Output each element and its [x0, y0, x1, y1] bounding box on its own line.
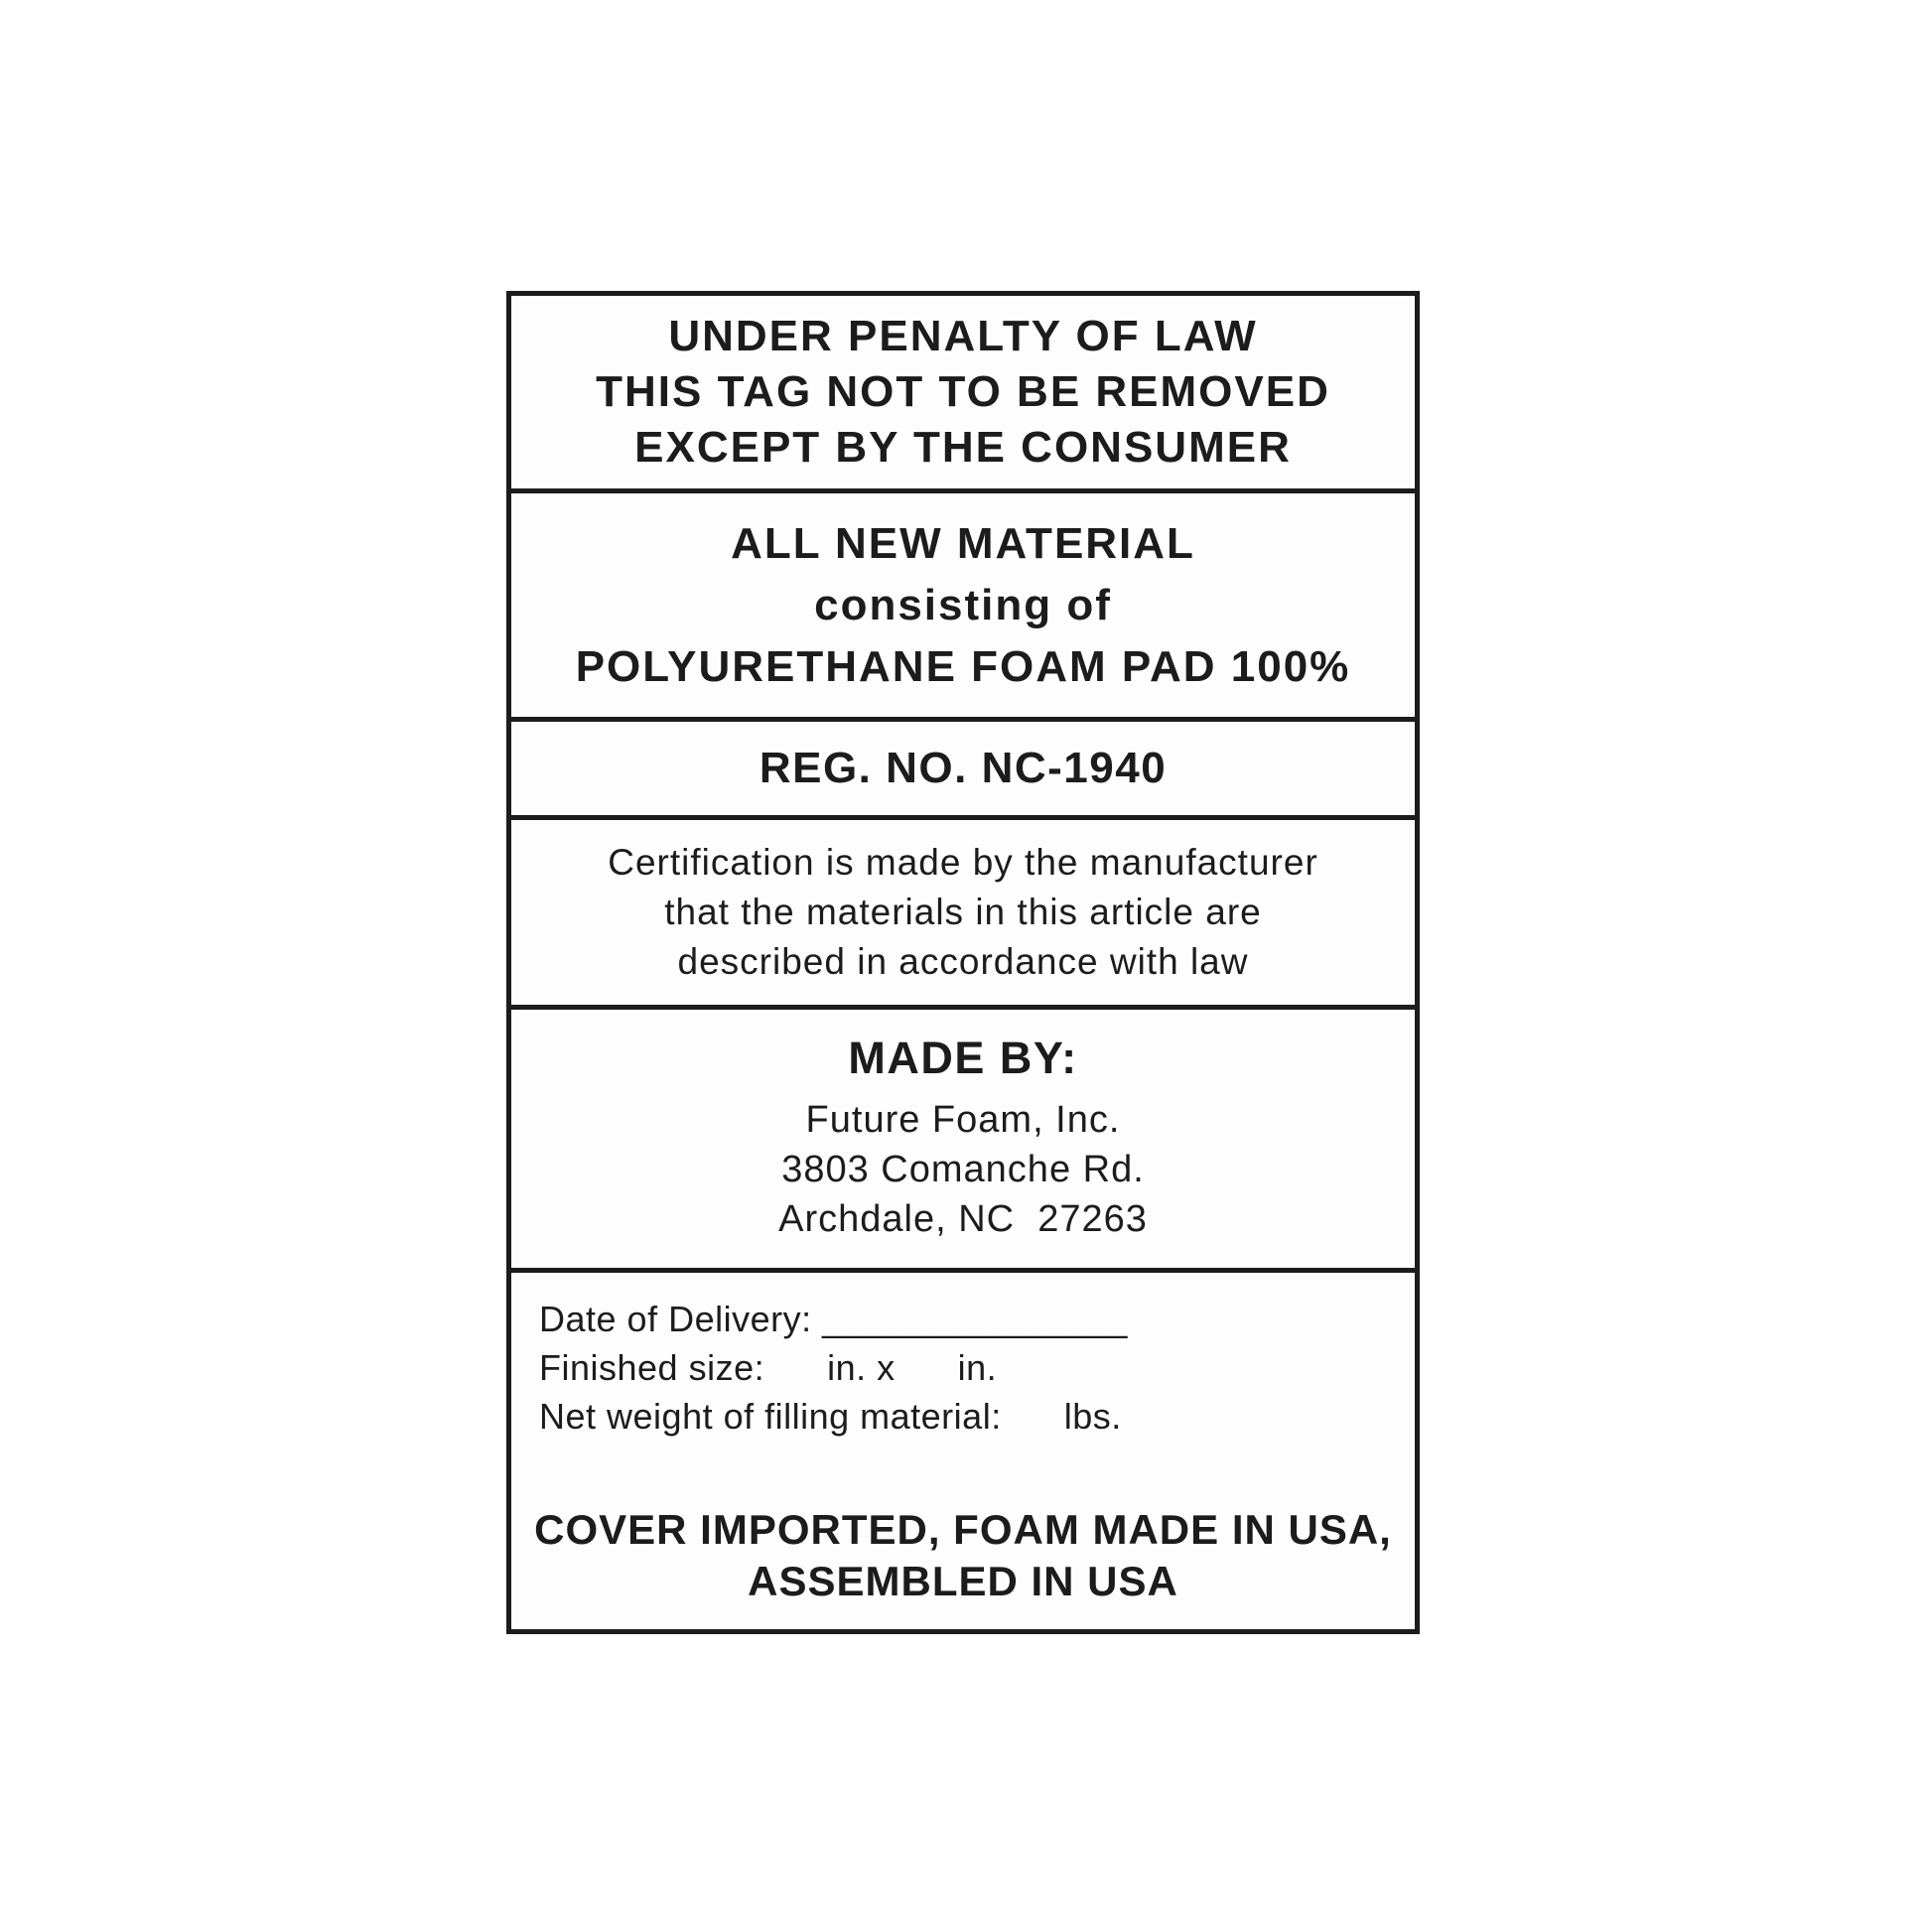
certification-line-1: Certification is made by the manufacturer — [608, 842, 1318, 883]
registration-number: REG. NO. NC-1940 — [759, 744, 1168, 792]
section-delivery-details — [511, 1268, 1415, 1629]
section-penalty-notice — [511, 296, 1415, 488]
section-manufacturer — [511, 1005, 1415, 1268]
section-registration-number — [511, 717, 1415, 815]
origin-statement-block — [511, 1504, 1415, 1615]
date-of-delivery-line: Date of Delivery: _______________ — [539, 1299, 1128, 1339]
net-weight-line: Net weight of filling material: lbs. — [539, 1396, 1122, 1437]
section-certification-statement — [511, 815, 1415, 1005]
material-line-1: ALL NEW MATERIAL — [731, 518, 1195, 568]
section-material-contents — [511, 488, 1415, 717]
details-form-block — [511, 1295, 1415, 1441]
penalty-line-2: THIS TAG NOT TO BE REMOVED — [596, 367, 1330, 416]
made-by-heading: MADE BY: — [848, 1033, 1078, 1083]
origin-statement-line-2: ASSEMBLED IN USA — [748, 1558, 1178, 1604]
penalty-line-1: UNDER PENALTY OF LAW — [668, 312, 1258, 360]
certification-line-2: that the materials in this article are — [664, 892, 1262, 932]
certification-line-3: described in accordance with law — [677, 941, 1249, 982]
material-line-3: POLYURETHANE FOAM PAD 100% — [575, 641, 1351, 691]
origin-statement-line-1: COVER IMPORTED, FOAM MADE IN USA, — [534, 1506, 1392, 1553]
material-line-2: consisting of — [814, 580, 1112, 629]
manufacturer-street: 3803 Comanche Rd. — [781, 1149, 1145, 1190]
manufacturer-name: Future Foam, Inc. — [805, 1099, 1121, 1141]
finished-size-line: Finished size: in. x in. — [539, 1347, 998, 1388]
penalty-line-3: EXCEPT BY THE CONSUMER — [634, 423, 1292, 472]
manufacturer-city-state-zip: Archdale, NC 27263 — [778, 1198, 1148, 1240]
law-tag-label — [506, 291, 1420, 1634]
